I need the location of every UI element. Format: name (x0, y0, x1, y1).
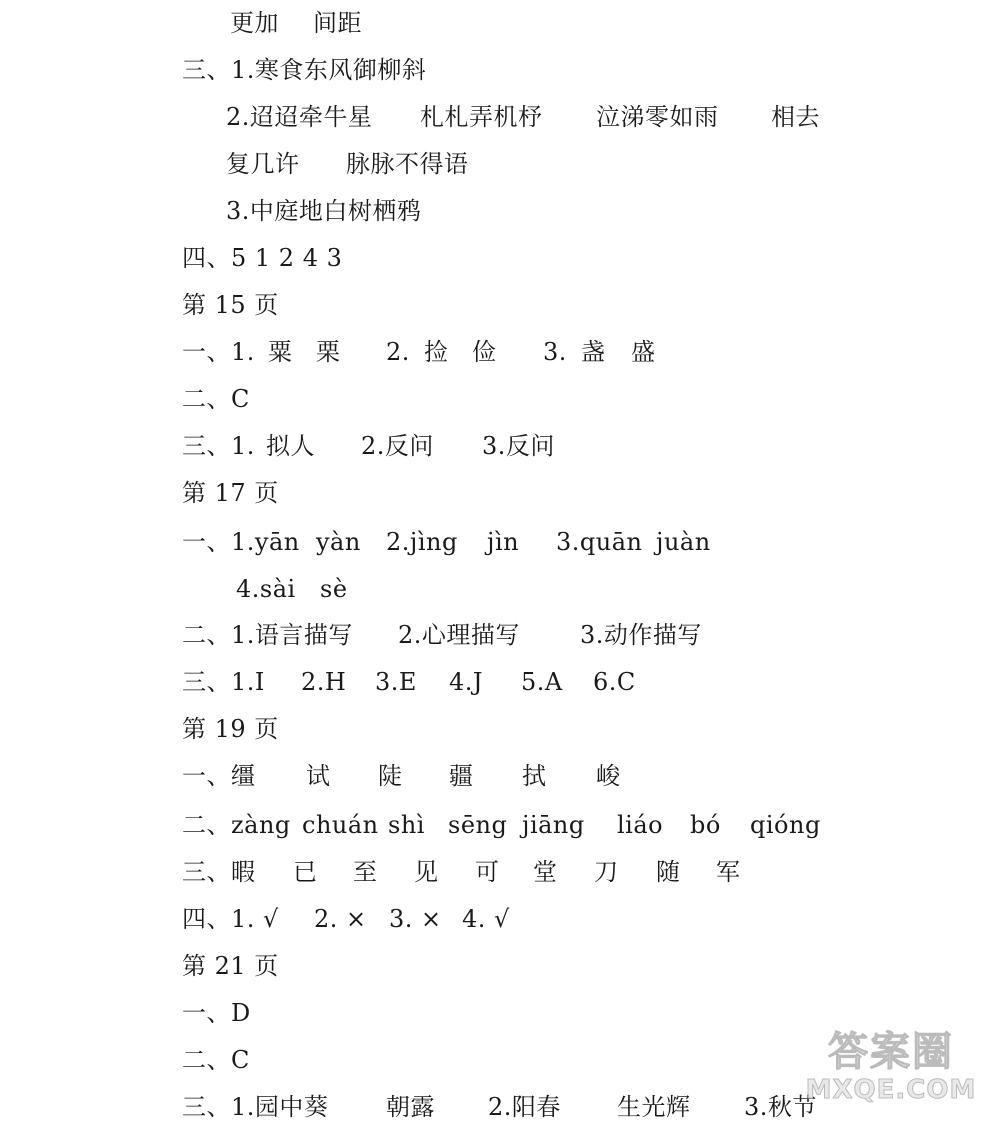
answer-text: 相去 (771, 103, 820, 131)
answer-text: 3.反问 (482, 432, 555, 460)
answer-text: 2.jìng (386, 528, 458, 556)
answer-line (0, 290, 1000, 320)
answer-text: 2.反问 (361, 432, 434, 460)
answer-text: 一、缰 (182, 762, 256, 790)
answer-text: 2.心理描写 (398, 621, 520, 649)
answer-text: 粟 (268, 338, 293, 366)
answer-line (0, 196, 1000, 226)
answer-text: 间距 (313, 9, 362, 37)
answer-text: 4. √ (462, 905, 510, 933)
answer-text: 3. (543, 338, 567, 366)
answer-line (0, 337, 1000, 367)
answer-text: 5.A (521, 668, 563, 696)
answer-text: 一、1. (182, 338, 255, 366)
answer-text: 二、C (182, 1046, 250, 1074)
answer-text: 复几许 (226, 150, 300, 178)
answer-text: 第 17 页 (182, 479, 279, 507)
answer-text: 4.sài (236, 575, 296, 603)
answer-text: 三、1. (182, 432, 255, 460)
answer-text: 峻 (596, 762, 621, 790)
answer-text: 脉脉不得语 (346, 150, 469, 178)
watermark-text-bottom: MXQE.COM (805, 1075, 977, 1105)
answer-line (0, 8, 1000, 38)
answer-text: 四、1. √ (182, 905, 279, 933)
answer-text: 堂 (533, 858, 558, 886)
answer-text: 俭 (472, 338, 497, 366)
answer-text: 札札弄机杼 (420, 103, 543, 131)
answer-text: 已 (293, 858, 318, 886)
answer-text: jiāng (522, 811, 585, 839)
answer-line (0, 527, 1000, 557)
answer-line (0, 951, 1000, 981)
answer-text: 生光辉 (617, 1093, 691, 1121)
answer-text: 二、zàng (182, 811, 291, 839)
answer-line (0, 102, 1000, 132)
answer-text: 盛 (631, 338, 656, 366)
answer-text: 2.阳春 (488, 1093, 561, 1121)
answer-text: liáo (617, 811, 664, 839)
answer-text: 3.中庭地白树栖鸦 (226, 197, 422, 225)
answer-text: 二、1.语言描写 (182, 621, 353, 649)
answer-text: 三、1.I (182, 668, 265, 696)
answer-text: 泣涕零如雨 (596, 103, 719, 131)
answer-text: 更加 (230, 9, 279, 37)
answer-text: 拟人 (266, 432, 315, 460)
answer-text: 可 (475, 858, 500, 886)
answer-text: 四、5 1 2 4 3 (182, 244, 343, 272)
watermark-text-top: 答案圈 (828, 1029, 954, 1075)
answer-text: 6.C (593, 668, 636, 696)
answer-text: 盏 (581, 338, 606, 366)
answer-text: bó (690, 811, 721, 839)
answer-text: 2.H (301, 668, 347, 696)
answer-line (0, 574, 1000, 604)
answer-line (0, 714, 1000, 744)
answer-text: 一、D (182, 999, 251, 1027)
answer-line (0, 384, 1000, 414)
answer-text: 第 19 页 (182, 715, 279, 743)
answer-line (0, 55, 1000, 85)
answer-text: 随 (656, 858, 681, 886)
answer-line (0, 998, 1000, 1028)
answer-line (0, 478, 1000, 508)
answer-text: 三、暇 (182, 858, 256, 886)
answer-text: yàn (316, 528, 361, 556)
answer-line (0, 431, 1000, 461)
answer-text: 陡 (378, 762, 403, 790)
answer-text: qióng (750, 811, 821, 839)
answer-text: 第 21 页 (182, 952, 279, 980)
answer-line (0, 761, 1000, 791)
answer-text: jìn (487, 528, 520, 556)
answer-line (0, 620, 1000, 650)
answer-text: 军 (716, 858, 741, 886)
answer-text: sēng (448, 811, 508, 839)
answer-text: sè (320, 575, 348, 603)
answer-text: 朝露 (386, 1093, 435, 1121)
answer-text: 至 (353, 858, 378, 886)
answer-text: 一、1.yān (182, 528, 300, 556)
answer-text: 刀 (594, 858, 619, 886)
answer-text: 二、C (182, 385, 250, 413)
answer-text: 三、1.园中葵 (182, 1093, 329, 1121)
answer-text: 疆 (449, 762, 474, 790)
answer-text: 2.迢迢牵牛星 (226, 103, 373, 131)
answer-text: 栗 (316, 338, 341, 366)
answer-text: 3.E (375, 668, 417, 696)
answer-text: 三、1.寒食东风御柳斜 (182, 56, 427, 84)
answer-text: 3. × (389, 905, 442, 933)
answer-line (0, 857, 1000, 887)
answer-line (0, 149, 1000, 179)
answer-text: 试 (306, 762, 331, 790)
answer-text: juàn (656, 528, 711, 556)
answer-line (0, 904, 1000, 934)
answer-text: 3.动作描写 (580, 621, 702, 649)
answer-text: 4.J (449, 668, 484, 696)
answer-text: 拭 (522, 762, 547, 790)
answer-line (0, 667, 1000, 697)
answer-line (0, 810, 1000, 840)
answer-text: chuán (302, 811, 379, 839)
answer-text: 2. × (314, 905, 367, 933)
answer-text: 3.quān (556, 528, 643, 556)
answer-text: 见 (414, 858, 439, 886)
answer-text: 3.秋节 (744, 1093, 817, 1121)
answer-text: 2. (386, 338, 410, 366)
answer-text: shì (388, 811, 425, 839)
answer-text: 第 15 页 (182, 291, 279, 319)
answer-text: 捡 (424, 338, 449, 366)
watermark-logo (796, 1029, 986, 1119)
answer-line (0, 243, 1000, 273)
